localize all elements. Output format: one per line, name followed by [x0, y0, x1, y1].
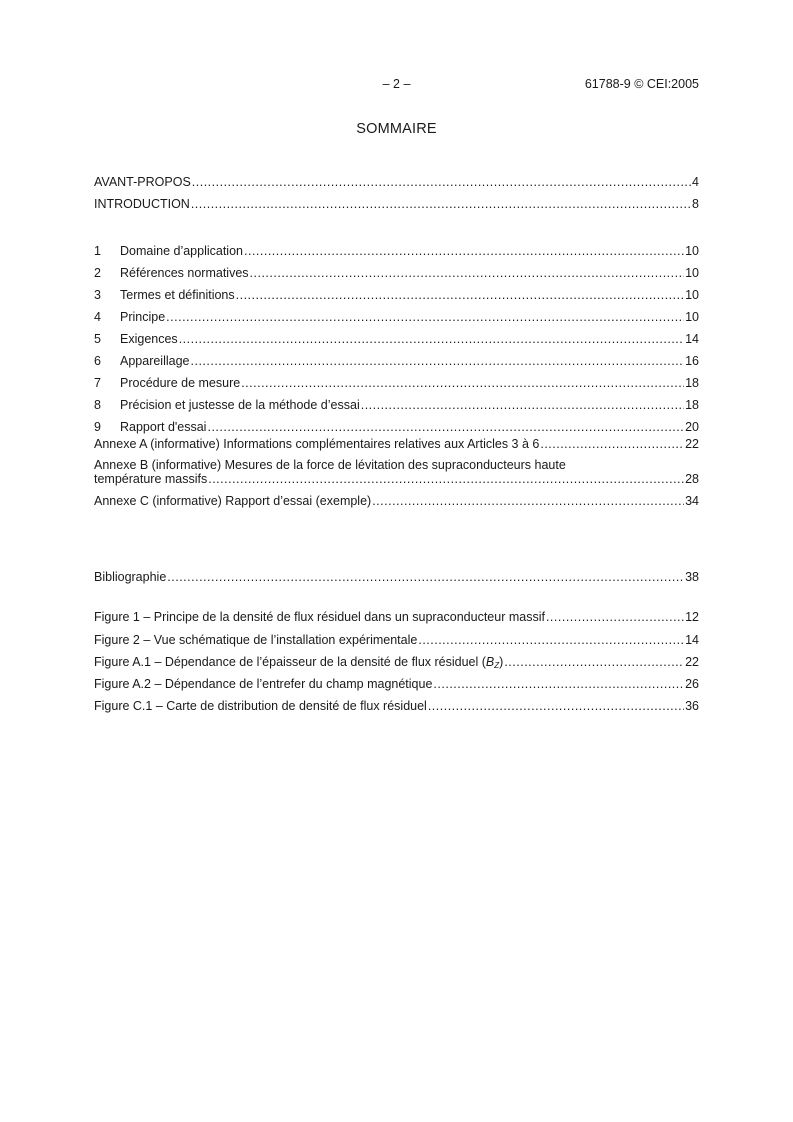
toc-entry-label: Principe	[120, 310, 166, 324]
toc-entry-avant-propos[interactable]	[94, 174, 699, 190]
toc-entry-label: AVANT-PROPOS	[94, 175, 191, 189]
toc-leader-dots	[244, 243, 684, 259]
toc-entry-number: 9	[94, 420, 101, 434]
toc-entry-page: 22	[685, 437, 699, 451]
toc-entry-label: Exigences	[120, 332, 178, 346]
toc-entry-page: 4	[692, 175, 699, 189]
toc-leader-dots	[433, 676, 684, 692]
toc-entry-clause-8[interactable]	[94, 397, 699, 413]
toc-entry-page: 16	[685, 354, 699, 368]
toc-entry-label: Procédure de mesure	[120, 376, 241, 390]
toc-leader-dots	[179, 331, 684, 347]
toc-leader-dots	[250, 265, 685, 281]
toc-entry-label: Bibliographie	[94, 570, 167, 584]
toc-entry-label: Rapport d'essai	[120, 420, 207, 434]
toc-leader-dots	[166, 309, 684, 325]
toc-leader-dots	[241, 375, 684, 391]
toc-entry-clause-3[interactable]	[94, 287, 699, 303]
toc-entry-label: Références normatives	[120, 266, 249, 280]
toc-leader-dots	[504, 654, 684, 670]
toc-entry-annex-a[interactable]	[94, 436, 699, 452]
toc-entry-page: 14	[685, 633, 699, 647]
toc-entry-page: 34	[685, 494, 699, 508]
toc-entry-annex-b[interactable]	[94, 471, 699, 487]
toc-entry-page: 8	[692, 197, 699, 211]
toc-entry-number: 5	[94, 332, 101, 346]
toc-entry-page: 12	[685, 610, 699, 624]
toc-entry-page: 10	[685, 244, 699, 258]
figure-a1-subscript: Z	[494, 661, 500, 670]
toc-entry-label: température massifs	[94, 472, 208, 486]
toc-entry-page: 22	[685, 655, 699, 669]
toc-entry-label: Domaine d’application	[120, 244, 243, 258]
toc-entry-figure-c1[interactable]	[94, 698, 699, 714]
toc-entry-clause-4[interactable]	[94, 309, 699, 325]
toc-entry-introduction[interactable]	[94, 196, 699, 212]
toc-entry-label: Annexe A (informative) Informations complémentaires relatives aux Articles 3 à 6	[94, 437, 540, 451]
toc-entry-number: 6	[94, 354, 101, 368]
toc-entry-number: 1	[94, 244, 101, 258]
document-reference: 61788-9 © CEI:2005	[584, 77, 699, 91]
toc-entry-number: 2	[94, 266, 101, 280]
toc-entry-clause-9[interactable]	[94, 419, 699, 435]
toc-leader-dots	[207, 419, 684, 435]
toc-entry-label: Annexe C (informative) Rapport d’essai (exemple)	[94, 494, 372, 508]
toc-entry-page: 14	[685, 332, 699, 346]
toc-entry-number: 8	[94, 398, 101, 412]
toc-entry-label: INTRODUCTION	[94, 197, 190, 211]
toc-entry-figure-2[interactable]	[94, 632, 699, 648]
toc-entry-clause-7[interactable]	[94, 375, 699, 391]
toc-entry-clause-5[interactable]	[94, 331, 699, 347]
toc-entry-page: 18	[685, 376, 699, 390]
toc-leader-dots	[192, 174, 691, 190]
toc-entry-label	[94, 654, 503, 674]
toc-entry-clause-1[interactable]	[94, 243, 699, 259]
toc-entry-number: 7	[94, 376, 101, 390]
toc-leader-dots	[428, 698, 684, 714]
figure-a1-prefix: Figure A.1 – Dépendance de l’épaisseur de la densité de flux résiduel (	[94, 655, 486, 669]
toc-entry-number: 4	[94, 310, 101, 324]
toc-entry-page: 36	[685, 699, 699, 713]
toc-leader-dots	[167, 569, 684, 585]
toc-entry-page: 28	[685, 472, 699, 486]
page-number: – 2 –	[382, 77, 411, 91]
toc-title: SOMMAIRE	[356, 121, 437, 137]
toc-entry-label: Précision et justesse de la méthode d’essai	[120, 398, 360, 412]
toc-entry-page: 10	[685, 288, 699, 302]
toc-leader-dots	[208, 471, 684, 487]
toc-leader-dots	[191, 353, 685, 369]
toc-entry-annex-c[interactable]	[94, 493, 699, 509]
toc-leader-dots	[546, 609, 684, 625]
toc-entry-label: Figure C.1 – Carte de distribution de densité de flux résiduel	[94, 699, 427, 713]
toc-entry-page: 18	[685, 398, 699, 412]
toc-entry-annex-b-line1[interactable]: Annexe B (informative) Mesures de la force de lévitation des supraconducteurs haute	[94, 458, 566, 472]
figure-a1-suffix: )	[499, 655, 504, 669]
toc-leader-dots	[191, 196, 691, 212]
toc-entry-figure-a2[interactable]	[94, 676, 699, 692]
toc-entry-clause-6[interactable]	[94, 353, 699, 369]
toc-entry-figure-1[interactable]	[94, 609, 699, 625]
toc-entry-bibliography[interactable]	[94, 569, 699, 585]
toc-leader-dots	[418, 632, 684, 648]
toc-entry-label: Termes et définitions	[120, 288, 235, 302]
toc-entry-clause-2[interactable]	[94, 265, 699, 281]
toc-entry-page: 38	[685, 570, 699, 584]
toc-leader-dots	[372, 493, 684, 509]
toc-entry-label: Appareillage	[120, 354, 190, 368]
toc-entry-page: 10	[685, 266, 699, 280]
toc-entry-label: Figure A.2 – Dépendance de l’entrefer du champ magnétique	[94, 677, 433, 691]
toc-leader-dots	[540, 436, 684, 452]
figure-a1-variable: B	[485, 655, 495, 669]
page-header	[94, 77, 699, 93]
toc-entry-page: 10	[685, 310, 699, 324]
toc-leader-dots	[236, 287, 684, 303]
toc-entry-figure-a1[interactable]	[94, 654, 699, 670]
toc-entry-page: 20	[685, 420, 699, 434]
toc-entry-number: 3	[94, 288, 101, 302]
toc-entry-label: Figure 2 – Vue schématique de l’installation expérimentale	[94, 633, 418, 647]
toc-entry-label: Figure 1 – Principe de la densité de flux résiduel dans un supraconducteur massif	[94, 610, 545, 624]
toc-leader-dots	[361, 397, 684, 413]
toc-entry-page: 26	[685, 677, 699, 691]
